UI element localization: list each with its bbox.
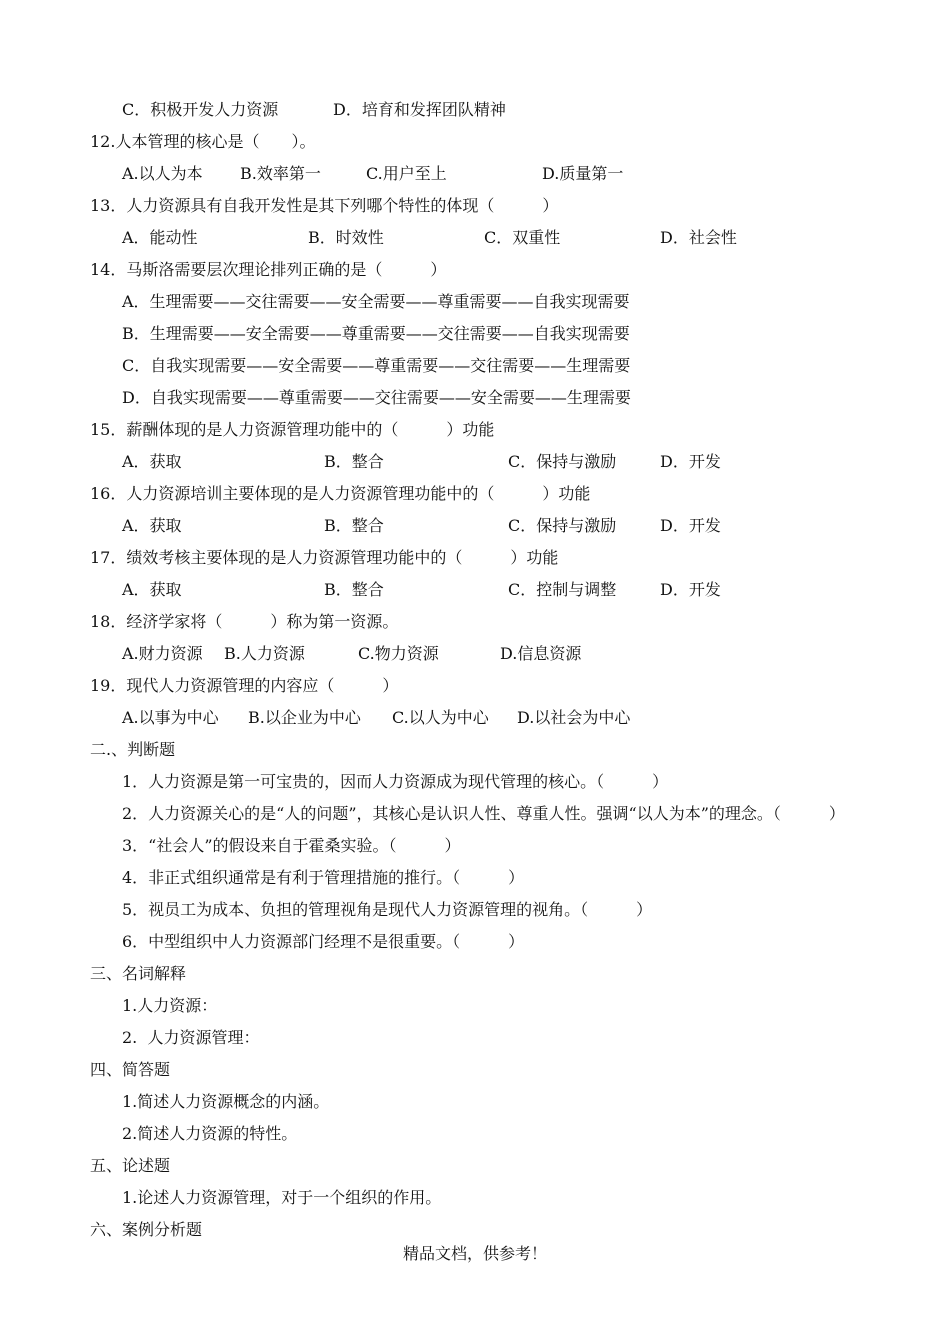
q13-option-a: A．能动性 <box>122 228 198 247</box>
q17-stem: 17．绩效考核主要体现的是人力资源管理功能中的（ ）功能 <box>90 548 559 567</box>
section-title-case-analysis: 六、案例分析题 <box>90 1220 203 1239</box>
q18-option-b: B.人力资源 <box>224 644 305 663</box>
q18-stem: 18．经济学家将（ ）称为第一资源。 <box>90 612 399 631</box>
q17-option-a: A．获取 <box>122 580 182 599</box>
q13-option-b: B．时效性 <box>308 228 384 247</box>
section-title-short-answer: 四、简答题 <box>90 1060 171 1079</box>
q12-option-a: A.以人为本 <box>122 164 203 183</box>
q11-option-d: D．培育和发挥团队精神 <box>333 100 506 119</box>
q14-option-b: B．生理需要——安全需要——尊重需要——交往需要——自我实现需要 <box>122 324 630 343</box>
q16-stem: 16．人力资源培训主要体现的是人力资源管理功能中的（ ）功能 <box>90 484 591 503</box>
judgment-item: 5．视员工为成本、负担的管理视角是现代人力资源管理的视角。（ ） <box>122 900 653 919</box>
judgment-item: 4．非正式组织通常是有利于管理措施的推行。（ ） <box>122 868 525 887</box>
q12-option-c: C.用户至上 <box>366 164 447 183</box>
q19-stem: 19．现代人力资源管理的内容应（ ） <box>90 676 399 695</box>
q18-option-c: C.物力资源 <box>358 644 439 663</box>
q13-option-d: D．社会性 <box>660 228 737 247</box>
q15-option-b: B．整合 <box>324 452 384 471</box>
q19-option-b: B.以企业为中心 <box>248 708 361 727</box>
essay-item: 1.论述人力资源管理，对于一个组织的作用。 <box>122 1188 442 1207</box>
q15-option-a: A．获取 <box>122 452 182 471</box>
page-footer: 精品文档，供参考！ <box>402 1244 547 1263</box>
q16-option-d: D．开发 <box>660 516 721 535</box>
q15-option-d: D．开发 <box>660 452 721 471</box>
q19-option-c: C.以人为中心 <box>392 708 489 727</box>
q12-option-b: B.效率第一 <box>240 164 321 183</box>
q16-option-a: A．获取 <box>122 516 182 535</box>
q14-option-a: A．生理需要——交往需要——安全需要——尊重需要——自我实现需要 <box>122 292 630 311</box>
section-title-essay: 五、论述题 <box>90 1156 171 1175</box>
q16-option-b: B．整合 <box>324 516 384 535</box>
section-title-terms: 三、名词解释 <box>90 964 187 983</box>
short-answer-item: 1.简述人力资源概念的内涵。 <box>122 1092 330 1111</box>
q12-stem: 12.人本管理的核心是（ ）。 <box>90 132 316 151</box>
q15-stem: 15．薪酬体现的是人力资源管理功能中的（ ）功能 <box>90 420 495 439</box>
judgment-item: 1．人力资源是第一可宝贵的，因而人力资源成为现代管理的核心。（ ） <box>122 772 669 791</box>
q12-option-d: D.质量第一 <box>542 164 624 183</box>
q16-option-c: C．保持与激励 <box>508 516 617 535</box>
section-title-judgment: 二.、判断题 <box>90 740 176 759</box>
q13-option-c: C．双重性 <box>484 228 561 247</box>
short-answer-item: 2.简述人力资源的特性。 <box>122 1124 298 1143</box>
judgment-item: 3．“社会人”的假设来自于霍桑实验。（ ） <box>122 836 461 855</box>
judgment-item: 2．人力资源关心的是“人的问题”，其核心是认识人性、尊重人性。强调“以人为本”的理念。（ ） <box>122 804 845 823</box>
q13-stem: 13．人力资源具有自我开发性是其下列哪个特性的体现（ ） <box>90 196 559 215</box>
q14-stem: 14．马斯洛需要层次理论排列正确的是（ ） <box>90 260 447 279</box>
q18-option-d: D.信息资源 <box>500 644 582 663</box>
q17-option-d: D．开发 <box>660 580 721 599</box>
q14-option-c: C．自我实现需要——安全需要——尊重需要——交往需要——生理需要 <box>122 356 631 375</box>
q11-option-c: C．积极开发人力资源 <box>122 100 279 119</box>
judgment-item: 6．中型组织中人力资源部门经理不是很重要。（ ） <box>122 932 525 951</box>
q19-option-a: A.以事为中心 <box>122 708 219 727</box>
q14-option-d: D．自我实现需要——尊重需要——交往需要——安全需要——生理需要 <box>122 388 631 407</box>
q15-option-c: C．保持与激励 <box>508 452 617 471</box>
term-item: 1.人力资源： <box>122 996 218 1015</box>
q19-option-d: D.以社会为中心 <box>517 708 631 727</box>
q18-option-a: A.财力资源 <box>122 644 203 663</box>
q17-option-c: C．控制与调整 <box>508 580 617 599</box>
term-item: 2. 人力资源管理： <box>122 1028 260 1047</box>
q17-option-b: B．整合 <box>324 580 384 599</box>
